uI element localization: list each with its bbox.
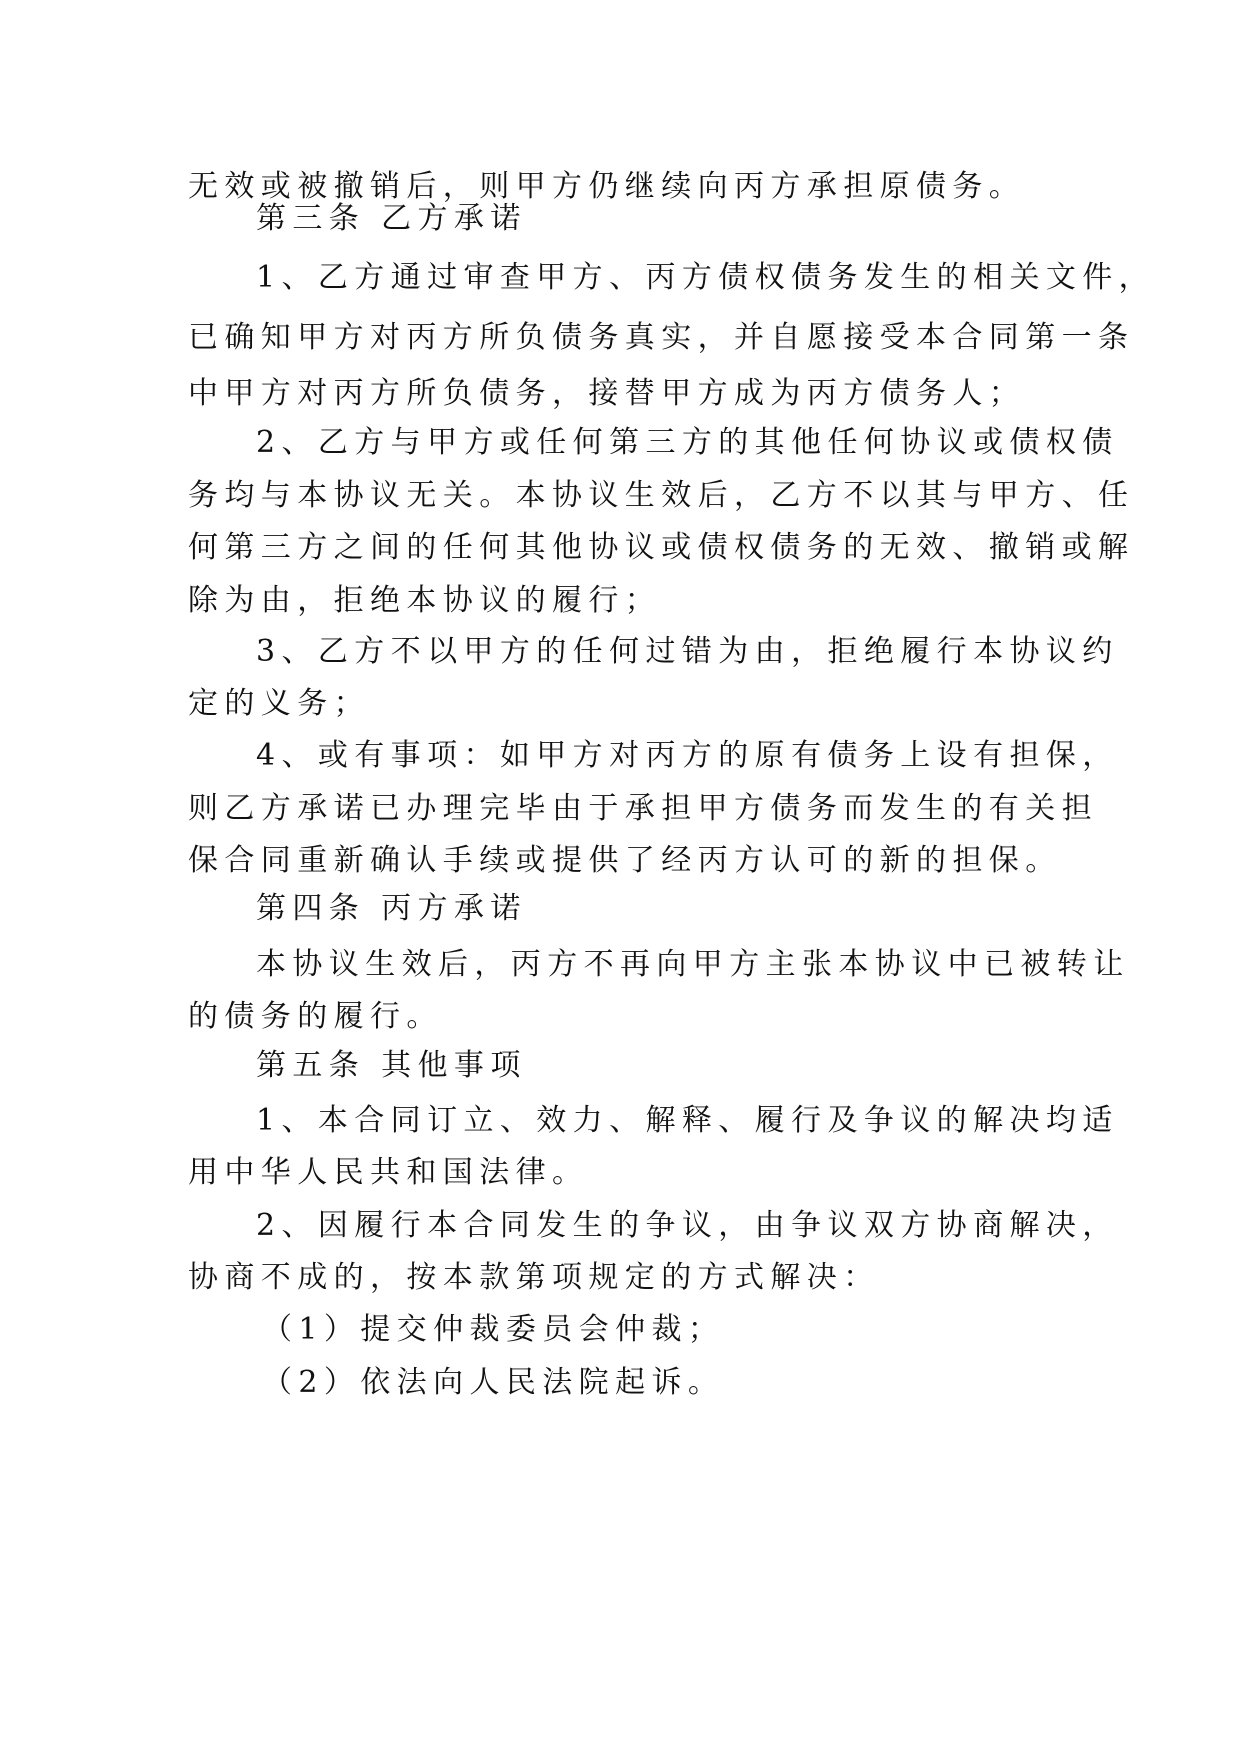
section-heading-article-4: 第四条 丙方承诺: [256, 891, 527, 926]
text-line: 协商不成的，按本款第项规定的方式解决：: [188, 1260, 880, 1295]
text-line: 保合同重新确认手续或提供了经丙方认可的新的担保。: [188, 843, 1062, 878]
text-line: 已确知甲方对丙方所负债务真实，并自愿接受本合同第一条: [188, 320, 1135, 355]
text-line: 无效或被撤销后，则甲方仍继续向丙方承担原债务。: [188, 169, 1026, 204]
list-item: （2）依法向人民法院起诉。: [262, 1365, 725, 1400]
section-heading-article-5: 第五条 其他事项: [256, 1048, 527, 1083]
section-heading-article-3: 第三条 乙方承诺: [256, 201, 527, 236]
text-line: 1、乙方通过审查甲方、丙方债权债务发生的相关文件，: [256, 260, 1156, 295]
text-line: 1、本合同订立、效力、解释、履行及争议的解决均适: [256, 1103, 1119, 1138]
text-line: 2、乙方与甲方或任何第三方的其他任何协议或债权债: [256, 425, 1119, 460]
text-line: 务均与本协议无关。本协议生效后，乙方不以其与甲方、任: [188, 478, 1135, 513]
text-line: 的债务的履行。: [188, 999, 443, 1034]
text-line: 则乙方承诺已办理完毕由于承担甲方债务而发生的有关担: [188, 791, 1098, 826]
list-item: （1）提交仲裁委员会仲裁；: [262, 1312, 725, 1347]
text-line: 定的义务；: [188, 686, 370, 721]
text-line: 用中华人民共和国法律。: [188, 1155, 589, 1190]
text-line: 4、或有事项：如甲方对丙方的原有债务上设有担保，: [256, 738, 1119, 773]
text-line: 3、乙方不以甲方的任何过错为由，拒绝履行本协议约: [256, 634, 1119, 669]
text-line: 除为由，拒绝本协议的履行；: [188, 583, 662, 618]
text-line: 本协议生效后，丙方不再向甲方主张本协议中已被转让: [256, 947, 1130, 982]
text-line: 何第三方之间的任何其他协议或债权债务的无效、撤销或解: [188, 530, 1135, 565]
text-line: 中甲方对丙方所负债务，接替甲方成为丙方债务人；: [188, 376, 1026, 411]
text-line: 2、因履行本合同发生的争议，由争议双方协商解决，: [256, 1208, 1119, 1243]
